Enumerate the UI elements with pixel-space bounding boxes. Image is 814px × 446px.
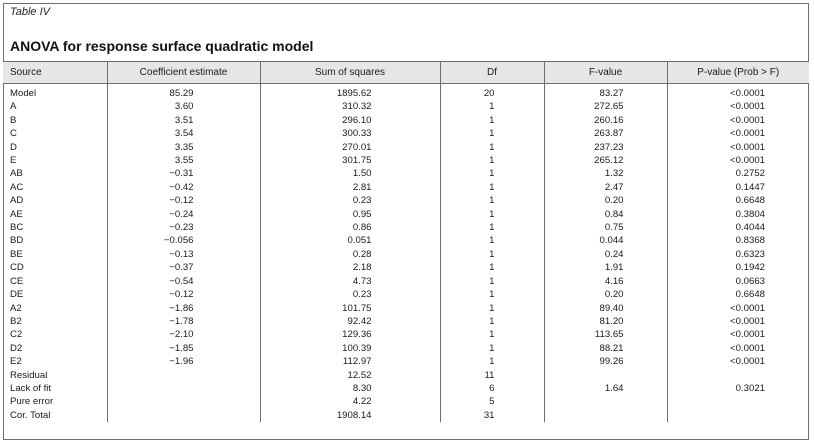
cell-f-value: 83.27 (544, 84, 667, 101)
table-row (3, 208, 809, 221)
cell-source: D (10, 141, 17, 153)
cell-f-value: 99.26 (544, 355, 667, 368)
cell-p-value (667, 409, 809, 422)
cell-sum-of-squares: 4.22 (260, 395, 440, 408)
cell-f-value (544, 395, 667, 408)
cell-sum-of-squares: 0.23 (260, 288, 440, 301)
cell-source: A (10, 101, 17, 113)
cell-p-value: <0.0001 (667, 302, 809, 315)
header-sum-of-squares: Sum of squares (260, 62, 440, 84)
table-row (3, 127, 809, 140)
cell-df: 1 (440, 248, 544, 261)
cell-source: C2 (10, 329, 23, 341)
cell-f-value: 2.47 (544, 181, 667, 194)
cell-df: 6 (440, 382, 544, 395)
table-row (3, 261, 809, 274)
cell-coefficient: 3.54 (107, 127, 260, 140)
cell-f-value: 263.87 (544, 127, 667, 140)
cell-df: 1 (440, 208, 544, 221)
table-row (3, 194, 809, 207)
cell-coefficient (107, 369, 260, 382)
cell-df: 11 (440, 369, 544, 382)
cell-df: 1 (440, 114, 544, 127)
table-body (3, 84, 809, 423)
anova-table (3, 61, 809, 422)
cell-source: B (10, 114, 17, 126)
cell-sum-of-squares: 0.28 (260, 248, 440, 261)
cell-source: Lack of fit (10, 382, 52, 394)
cell-coefficient: 85.29 (107, 84, 260, 101)
header-row (3, 62, 809, 84)
cell-source: Model (10, 88, 37, 99)
cell-p-value: 0.2752 (667, 167, 809, 180)
table-row (3, 288, 809, 301)
cell-sum-of-squares: 0.051 (260, 234, 440, 247)
cell-p-value: <0.0001 (667, 114, 809, 127)
cell-f-value: 0.75 (544, 221, 667, 234)
cell-sum-of-squares: 112.97 (260, 355, 440, 368)
table-row (3, 100, 809, 113)
table-row (3, 84, 809, 101)
cell-df: 1 (440, 154, 544, 167)
cell-f-value (544, 369, 667, 382)
cell-sum-of-squares: 101.75 (260, 302, 440, 315)
cell-df: 1 (440, 194, 544, 207)
cell-df: 1 (440, 275, 544, 288)
cell-coefficient (107, 409, 260, 422)
table-label: Table IV (10, 6, 50, 18)
cell-sum-of-squares: 1.50 (260, 167, 440, 180)
cell-source: B2 (10, 315, 22, 327)
cell-sum-of-squares: 129.36 (260, 328, 440, 341)
table-row (3, 221, 809, 234)
header-source: Source (3, 62, 107, 84)
cell-coefficient: 3.51 (107, 114, 260, 127)
cell-p-value: 0.6648 (667, 194, 809, 207)
table-row (3, 248, 809, 261)
cell-df: 1 (440, 181, 544, 194)
cell-f-value (544, 409, 667, 422)
cell-df: 1 (440, 302, 544, 315)
cell-source: Residual (10, 369, 48, 381)
cell-p-value (667, 395, 809, 408)
table-row (3, 302, 809, 315)
cell-source: Cor. Total (10, 409, 51, 421)
cell-coefficient: −0.12 (107, 288, 260, 301)
cell-f-value: 0.24 (544, 248, 667, 261)
cell-sum-of-squares: 301.75 (260, 154, 440, 167)
cell-p-value: 0.3021 (667, 382, 809, 395)
cell-p-value: 0.6323 (667, 248, 809, 261)
table-row (3, 395, 809, 408)
cell-f-value: 4.16 (544, 275, 667, 288)
table-row (3, 275, 809, 288)
cell-f-value: 260.16 (544, 114, 667, 127)
cell-coefficient: −1.86 (107, 302, 260, 315)
cell-sum-of-squares: 0.23 (260, 194, 440, 207)
header-coefficient-estimate: Coefficient estimate (107, 62, 260, 84)
cell-p-value: 0.0663 (667, 275, 809, 288)
cell-sum-of-squares: 100.39 (260, 342, 440, 355)
cell-coefficient: −1.96 (107, 355, 260, 368)
cell-sum-of-squares: 300.33 (260, 127, 440, 140)
cell-coefficient: −0.24 (107, 208, 260, 221)
cell-coefficient: −2.10 (107, 328, 260, 341)
table-row (3, 154, 809, 167)
cell-df: 1 (440, 100, 544, 113)
cell-df: 1 (440, 141, 544, 154)
cell-df: 1 (440, 167, 544, 180)
cell-coefficient: −0.23 (107, 221, 260, 234)
table-row (3, 409, 809, 422)
cell-coefficient: −1.78 (107, 315, 260, 328)
cell-coefficient: −1.85 (107, 342, 260, 355)
cell-source: BE (10, 248, 23, 260)
table-row (3, 141, 809, 154)
cell-p-value: <0.0001 (667, 141, 809, 154)
cell-df: 1 (440, 355, 544, 368)
cell-coefficient: 3.35 (107, 141, 260, 154)
cell-coefficient (107, 395, 260, 408)
cell-p-value: <0.0001 (667, 100, 809, 113)
cell-coefficient: −0.056 (107, 234, 260, 247)
cell-p-value: <0.0001 (667, 127, 809, 140)
cell-f-value: 88.21 (544, 342, 667, 355)
cell-coefficient: −0.12 (107, 194, 260, 207)
cell-p-value: 0.6648 (667, 288, 809, 301)
cell-source: CE (10, 275, 24, 287)
cell-coefficient: −0.54 (107, 275, 260, 288)
cell-source: D2 (10, 342, 23, 354)
cell-p-value: <0.0001 (667, 328, 809, 341)
cell-sum-of-squares: 2.81 (260, 181, 440, 194)
cell-source: AC (10, 181, 24, 193)
cell-sum-of-squares: 1895.62 (260, 84, 440, 101)
cell-p-value: <0.0001 (667, 342, 809, 355)
table-row (3, 382, 809, 395)
cell-f-value: 0.84 (544, 208, 667, 221)
cell-sum-of-squares: 4.73 (260, 275, 440, 288)
cell-f-value: 0.044 (544, 234, 667, 247)
cell-coefficient (107, 382, 260, 395)
cell-sum-of-squares: 0.86 (260, 221, 440, 234)
table-row (3, 342, 809, 355)
cell-f-value: 265.12 (544, 154, 667, 167)
cell-sum-of-squares: 310.32 (260, 100, 440, 113)
cell-f-value: 113.65 (544, 328, 667, 341)
table-row (3, 181, 809, 194)
header-df: Df (440, 62, 544, 84)
cell-p-value: 0.4044 (667, 221, 809, 234)
cell-p-value: 0.3804 (667, 208, 809, 221)
cell-p-value: <0.0001 (667, 154, 809, 167)
cell-coefficient: −0.13 (107, 248, 260, 261)
cell-df: 1 (440, 288, 544, 301)
cell-sum-of-squares: 2.18 (260, 261, 440, 274)
cell-sum-of-squares: 92.42 (260, 315, 440, 328)
cell-f-value: 0.20 (544, 288, 667, 301)
cell-source: BD (10, 235, 24, 247)
cell-p-value: <0.0001 (667, 355, 809, 368)
cell-df: 31 (440, 409, 544, 422)
cell-coefficient: −0.31 (107, 167, 260, 180)
cell-source: AB (10, 168, 23, 180)
cell-df: 1 (440, 328, 544, 341)
cell-f-value: 89.40 (544, 302, 667, 315)
table-row (3, 167, 809, 180)
cell-df: 20 (440, 84, 544, 101)
cell-f-value: 1.32 (544, 167, 667, 180)
cell-p-value: <0.0001 (667, 315, 809, 328)
cell-coefficient: −0.37 (107, 261, 260, 274)
cell-source: CD (10, 262, 24, 274)
cell-sum-of-squares: 296.10 (260, 114, 440, 127)
cell-source: E (10, 155, 17, 167)
cell-f-value: 272.65 (544, 100, 667, 113)
table-row (3, 234, 809, 247)
table-title: ANOVA for response surface quadratic model (10, 38, 314, 54)
cell-f-value: 1.91 (544, 261, 667, 274)
cell-df: 1 (440, 342, 544, 355)
cell-source: E2 (10, 356, 22, 368)
table-row (3, 355, 809, 368)
cell-p-value: 0.1942 (667, 261, 809, 274)
cell-source: Pure error (10, 396, 54, 408)
table-row (3, 328, 809, 341)
cell-f-value: 1.64 (544, 382, 667, 395)
cell-df: 5 (440, 395, 544, 408)
header-p-value: P-value (Prob > F) (667, 62, 809, 84)
cell-source: AE (10, 208, 23, 220)
cell-f-value: 0.20 (544, 194, 667, 207)
cell-sum-of-squares: 270.01 (260, 141, 440, 154)
cell-p-value: 0.1447 (667, 181, 809, 194)
cell-source: A2 (10, 302, 22, 314)
cell-source: DE (10, 289, 24, 301)
table-row (3, 315, 809, 328)
table-row (3, 369, 809, 382)
cell-sum-of-squares: 0.95 (260, 208, 440, 221)
cell-df: 1 (440, 315, 544, 328)
cell-df: 1 (440, 234, 544, 247)
table-row (3, 114, 809, 127)
cell-p-value: 0.8368 (667, 234, 809, 247)
cell-p-value (667, 369, 809, 382)
cell-sum-of-squares: 8.30 (260, 382, 440, 395)
cell-df: 1 (440, 221, 544, 234)
cell-df: 1 (440, 127, 544, 140)
cell-coefficient: 3.60 (107, 100, 260, 113)
header-f-value: F-value (544, 62, 667, 84)
cell-source: BC (10, 222, 24, 234)
cell-p-value: <0.0001 (667, 84, 809, 101)
cell-sum-of-squares: 1908.14 (260, 409, 440, 422)
cell-source: AD (10, 195, 24, 207)
cell-coefficient: 3.55 (107, 154, 260, 167)
cell-source: C (10, 128, 17, 140)
cell-sum-of-squares: 12.52 (260, 369, 440, 382)
cell-coefficient: −0.42 (107, 181, 260, 194)
cell-df: 1 (440, 261, 544, 274)
cell-f-value: 237.23 (544, 141, 667, 154)
cell-f-value: 81.20 (544, 315, 667, 328)
